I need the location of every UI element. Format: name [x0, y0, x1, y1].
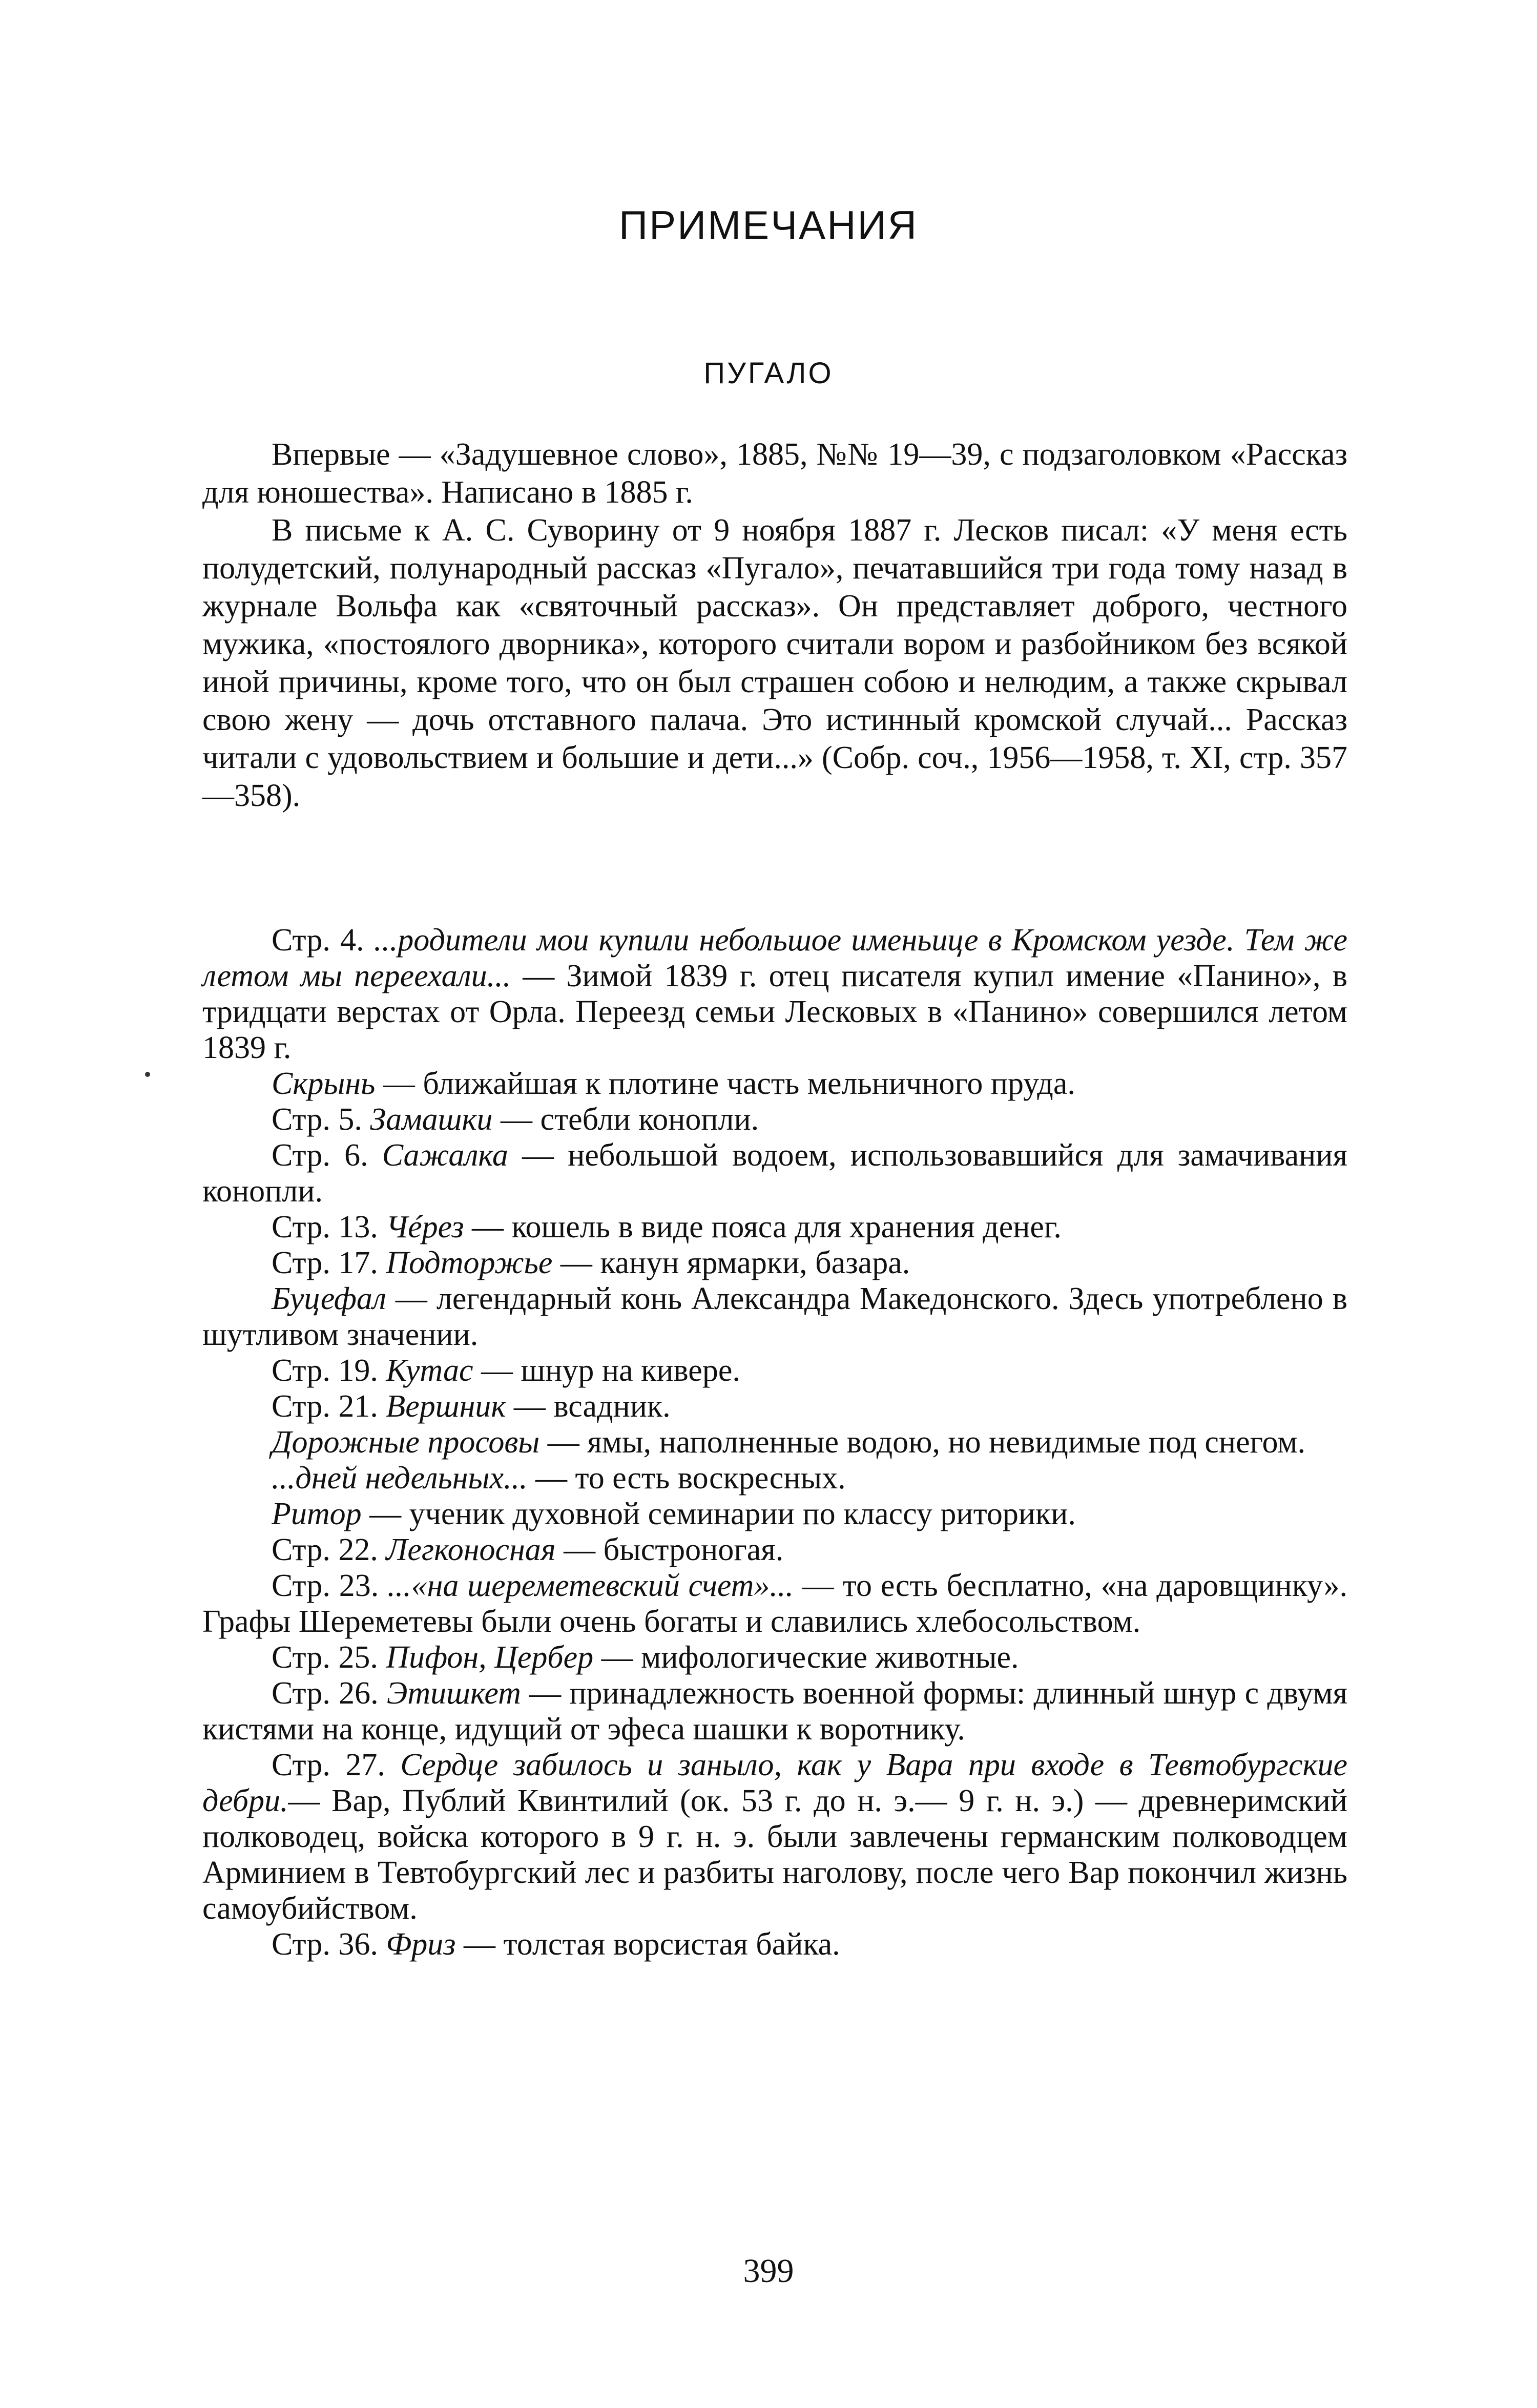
note-text: — канун ярмарки, базара. [552, 1245, 910, 1280]
note-ref: Стр. 5. [272, 1102, 370, 1137]
note-term: Чéрез [386, 1210, 464, 1244]
note-ref: Стр. 23. [272, 1568, 388, 1603]
note-ref: Стр. 25. [272, 1640, 386, 1675]
intro-paragraph: В письме к А. С. Суворину от 9 ноября 1887 г. Лесков писал: «У меня есть полудетский, полународный рассказ «Пугало», печатавшийся три года тому назад в журнале Вольфа как «святочный рассказ». Он представляет доброго, честного мужика, «постоялого дворника», которого считали вором и разбойником без всякой иной причины, кроме того, что он был страшен собою и нелюдим, а также скрывал свою жену — дочь отставного палача. Это истинный кромской случай... Рассказ читали с удовольствием и большие и дети...» (Собр. соч., 1956—1958, т. XI, стр. 357—358). [202, 513, 1347, 813]
note-paragraph [202, 1675, 1347, 1747]
note-paragraph [202, 1281, 1347, 1353]
section-heading: ПРИМЕЧАНИЯ [619, 202, 918, 247]
note-text: — Вар, Публий Квинтилий (ок. 53 г. до н. э.— 9 г. н. э.) — древнеримский полководец, войска которого в 9 г. н. э. были завлечены германским полководцем Арминием в Тевтобургский лес и разбиты наголову, после чего Вар покончил жизнь самоубийством. [202, 1783, 1347, 1926]
note-text: — легендарный конь Александра Македонского. Здесь употреблено в шутливом значении. [202, 1281, 1347, 1352]
note-ref: Стр. 21. [272, 1389, 386, 1424]
note-text: — стебли конопли. [492, 1102, 759, 1137]
note-text: — небольшой водоем, использовавшийся для замачивания конопли. [202, 1138, 1347, 1209]
note-text: — ямы, наполненные водою, но невидимые под снегом. [539, 1425, 1306, 1460]
note-text: — толстая ворсистая байка. [455, 1927, 840, 1962]
note-term: Ритор [272, 1497, 362, 1531]
note-paragraph [202, 1388, 1347, 1424]
note-ref: Стр. 27. [272, 1748, 401, 1782]
note-term: Вершник [386, 1389, 506, 1424]
note-term: Кутас [386, 1353, 473, 1388]
note-paragraph [202, 1639, 1347, 1675]
note-ref: Стр. 17. [272, 1245, 386, 1280]
note-term: ...дней недельных... [272, 1461, 528, 1496]
note-text: — ближайшая к плотине часть мельничного пруда. [375, 1066, 1075, 1101]
note-paragraph [202, 1496, 1347, 1532]
note-paragraph [202, 922, 1347, 1066]
note-paragraph [202, 1066, 1347, 1102]
note-term: ...«на шереметевский счет»... [387, 1568, 794, 1603]
note-paragraph [202, 1568, 1347, 1639]
note-paragraph [202, 1747, 1347, 1926]
notes-block [202, 922, 1347, 1962]
note-text: — мифологические животные. [593, 1640, 1019, 1675]
note-ref: Стр. 19. [272, 1353, 386, 1388]
note-term: Сажалка [382, 1138, 508, 1173]
note-paragraph [202, 1245, 1347, 1281]
note-text: — ученик духовной семинарии по классу риторики. [361, 1497, 1076, 1531]
note-ref: Стр. 13. [272, 1210, 386, 1244]
note-term: Подторжье [386, 1245, 553, 1280]
page-number: 399 [743, 2252, 794, 2290]
note-ref: Стр. 22. [272, 1532, 386, 1567]
note-text: — кошель в виде пояса для хранения денег. [464, 1210, 1062, 1244]
intro-block [202, 435, 1347, 815]
note-text: — Зимой 1839 г. отец писателя купил имение «Панино», в тридцати верстах от Орла. Переезд семьи Лесковых в «Панино» совершился летом 1839 г. [202, 959, 1347, 1065]
note-text: — всадник. [506, 1389, 671, 1424]
note-ref: Стр. 6. [272, 1138, 382, 1173]
note-term: Этишкет [386, 1676, 521, 1711]
note-text: — то есть бесплатно, «на даровщинку». Графы Шереметевы были очень богаты и славились хлебосольством. [202, 1568, 1347, 1639]
note-paragraph [202, 1926, 1347, 1962]
note-ref: Стр. 26. [272, 1676, 387, 1711]
note-term: Буцефал [272, 1281, 386, 1316]
note-paragraph [202, 1209, 1347, 1245]
intro-paragraph: Впервые — «Задушевное слово», 1885, №№ 19—39, с подзаголовком «Рассказ для юношества». Написано в 1885 г. [202, 437, 1347, 510]
margin-mark [145, 1072, 150, 1077]
note-term: Скрынь [272, 1066, 376, 1101]
note-ref: Стр. 36. [272, 1927, 386, 1962]
note-text: — принадлежность военной формы: длинный шнур с двумя кистями на конце, идущий от эфеса шашки к воротнику. [202, 1676, 1347, 1747]
note-term: Фриз [386, 1927, 456, 1962]
note-paragraph [202, 1424, 1347, 1460]
note-paragraph [202, 1353, 1347, 1388]
note-text: — шнур на кивере. [473, 1353, 740, 1388]
note-term: Легконосная [386, 1532, 556, 1567]
note-ref: Стр. 4. [272, 923, 374, 958]
note-text: — то есть воскресных. [527, 1461, 846, 1496]
note-paragraph [202, 1460, 1347, 1496]
note-term: Пифон, Цербер [386, 1640, 594, 1675]
note-paragraph [202, 1137, 1347, 1209]
note-term: Замашки [370, 1102, 493, 1137]
note-term: Сердце забилось и заныло, как у Вара при входе в Тевтобургские дебри. [202, 1748, 1347, 1818]
note-text: — быстроногая. [555, 1532, 784, 1567]
note-term: Дорожные просовы [272, 1425, 540, 1460]
story-title: ПУГАЛО [703, 357, 834, 390]
note-term: ...родители мои купили небольшое именьице в Кромском уезде. Тем же летом мы переехали... [202, 923, 1347, 993]
note-paragraph [202, 1532, 1347, 1568]
note-paragraph [202, 1102, 1347, 1137]
